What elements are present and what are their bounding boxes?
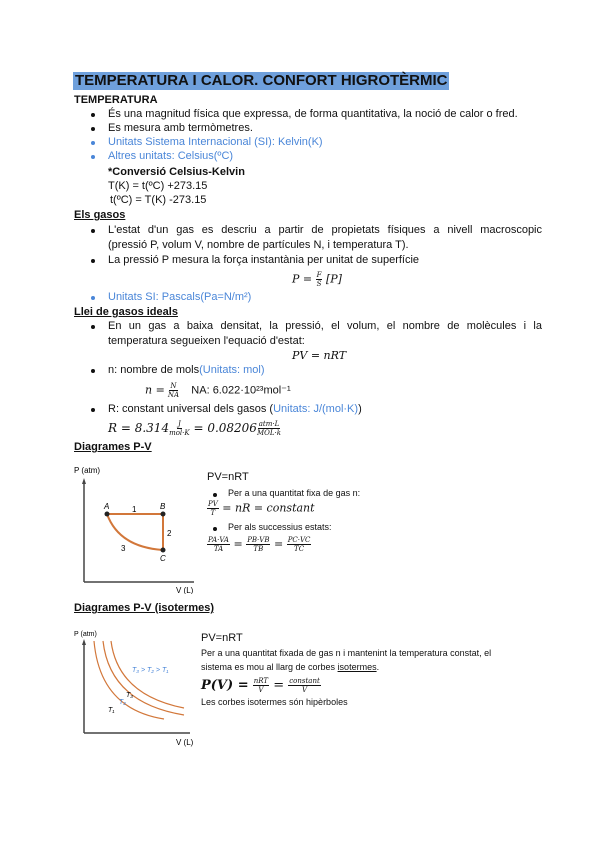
isotherm-diagram <box>74 627 204 749</box>
x-axis-label: V (L) <box>176 586 194 594</box>
pv-cycle-diagram <box>74 462 204 594</box>
bullet-text: Per a una quantitat fixa de gas n: <box>228 488 361 498</box>
svg-text:P (atm): P (atm) <box>74 631 97 638</box>
gas-constant-formula: R = 8.314 J mol·K = 0.08206 atm·L MOL·k <box>108 420 281 437</box>
conversion-heading: *Conversió Celsius-Kelvin <box>108 166 245 178</box>
y-axis-label: P (atm) <box>74 466 101 475</box>
bullet-text: Altres unitats: Celsius(ºC) <box>108 150 234 162</box>
bullet-text: n: nombre de mols(Unitats: mol) <box>108 364 265 376</box>
conversion-formula: t(ºC) = T(K) -273.15 <box>110 194 207 206</box>
svg-text:T₁: T₁ <box>108 707 115 714</box>
bullet-text: temperatura segueixen l'equació d'estat: <box>108 335 305 347</box>
bullet-text: La pressió P mesura la força instantània per unitat de superfície <box>108 254 420 266</box>
point-label: A <box>104 502 110 511</box>
step-label: 2 <box>167 529 172 538</box>
page-title: TEMPERATURA I CALOR. CONFORT HIGROTÈRMIC <box>75 72 448 89</box>
svg-text:T₃: T₃ <box>126 692 134 699</box>
section-heading: Diagrames P-V <box>74 441 152 453</box>
bullet-text: (pressió P, volum V, nombre de partícules N, i temperatura T). <box>108 239 409 251</box>
section-heading: TEMPERATURA <box>74 94 158 106</box>
bullet-text: Unitats Sistema Internacional (SI): Kelvin(K) <box>108 136 323 148</box>
pressure-formula: P = $\frac{F}{S}$ [P] <box>292 271 342 288</box>
pv-equation: PV=nRT <box>207 471 249 483</box>
bullet-text: R: constant universal dels gasos (Unitats: J/(mol·K)) <box>108 403 362 415</box>
point-label: B <box>160 502 166 511</box>
bullet-text: És una magnitud física que expressa, de forma quantitativa, la noció de calor o fred. <box>108 108 518 120</box>
svg-text:V (L): V (L) <box>176 738 194 747</box>
paragraph: Per a una quantitat fixada de gas n i mantenint la temperatura constat, el <box>201 648 492 658</box>
section-heading: Llei de gasos ideals <box>74 306 178 318</box>
states-formula: $\frac{PA\cdot VA}{TA}$ = $\frac{PB\cdot VB}{TB}$ = $\frac{PC\cdot VC}{TC}$ <box>208 536 311 553</box>
isotherm-formula: P(V) = nRT V = constant V <box>201 677 320 694</box>
svg-text:T₂: T₂ <box>119 699 126 706</box>
step-label: 3 <box>121 544 126 553</box>
paragraph: sistema es mou al llarg de corbes isotermes. <box>201 662 380 672</box>
bullet-text: En un gas a baixa densitat, la pressió, el volum, el nombre de molècules i la <box>108 320 542 332</box>
section-heading: Els gasos <box>74 209 126 221</box>
bullet-text: L'estat d'un gas es descriu a partir de propietats físiques a nivell macroscopic <box>108 224 542 236</box>
moles-formula: n = $\frac{N}{NA}$ NA: 6.022·10²³mol⁻¹ <box>145 382 291 399</box>
point-label: C <box>160 554 166 563</box>
pv-equation: PV=nRT <box>201 632 243 644</box>
bullet-text: Es mesura amb termòmetres. <box>108 122 253 134</box>
paragraph: Les corbes isotermes són hipèrboles <box>201 697 348 707</box>
conversion-formula: T(K) = t(ºC) +273.15 <box>108 180 208 192</box>
ideal-gas-equation: PV = nRT <box>292 349 347 362</box>
section-heading: Diagrames P-V (isotermes) <box>74 602 214 614</box>
temperature-order: T₃ > T₂ > T₁ <box>132 667 169 674</box>
bullet-text: Unitats SI: Pascals(Pa=N/m²) <box>108 291 252 303</box>
bullet-text: Per als successius estats: <box>228 522 332 532</box>
step-label: 1 <box>132 505 137 514</box>
constant-formula: $\frac{PV}{T}$ = nR = constant <box>208 500 315 517</box>
